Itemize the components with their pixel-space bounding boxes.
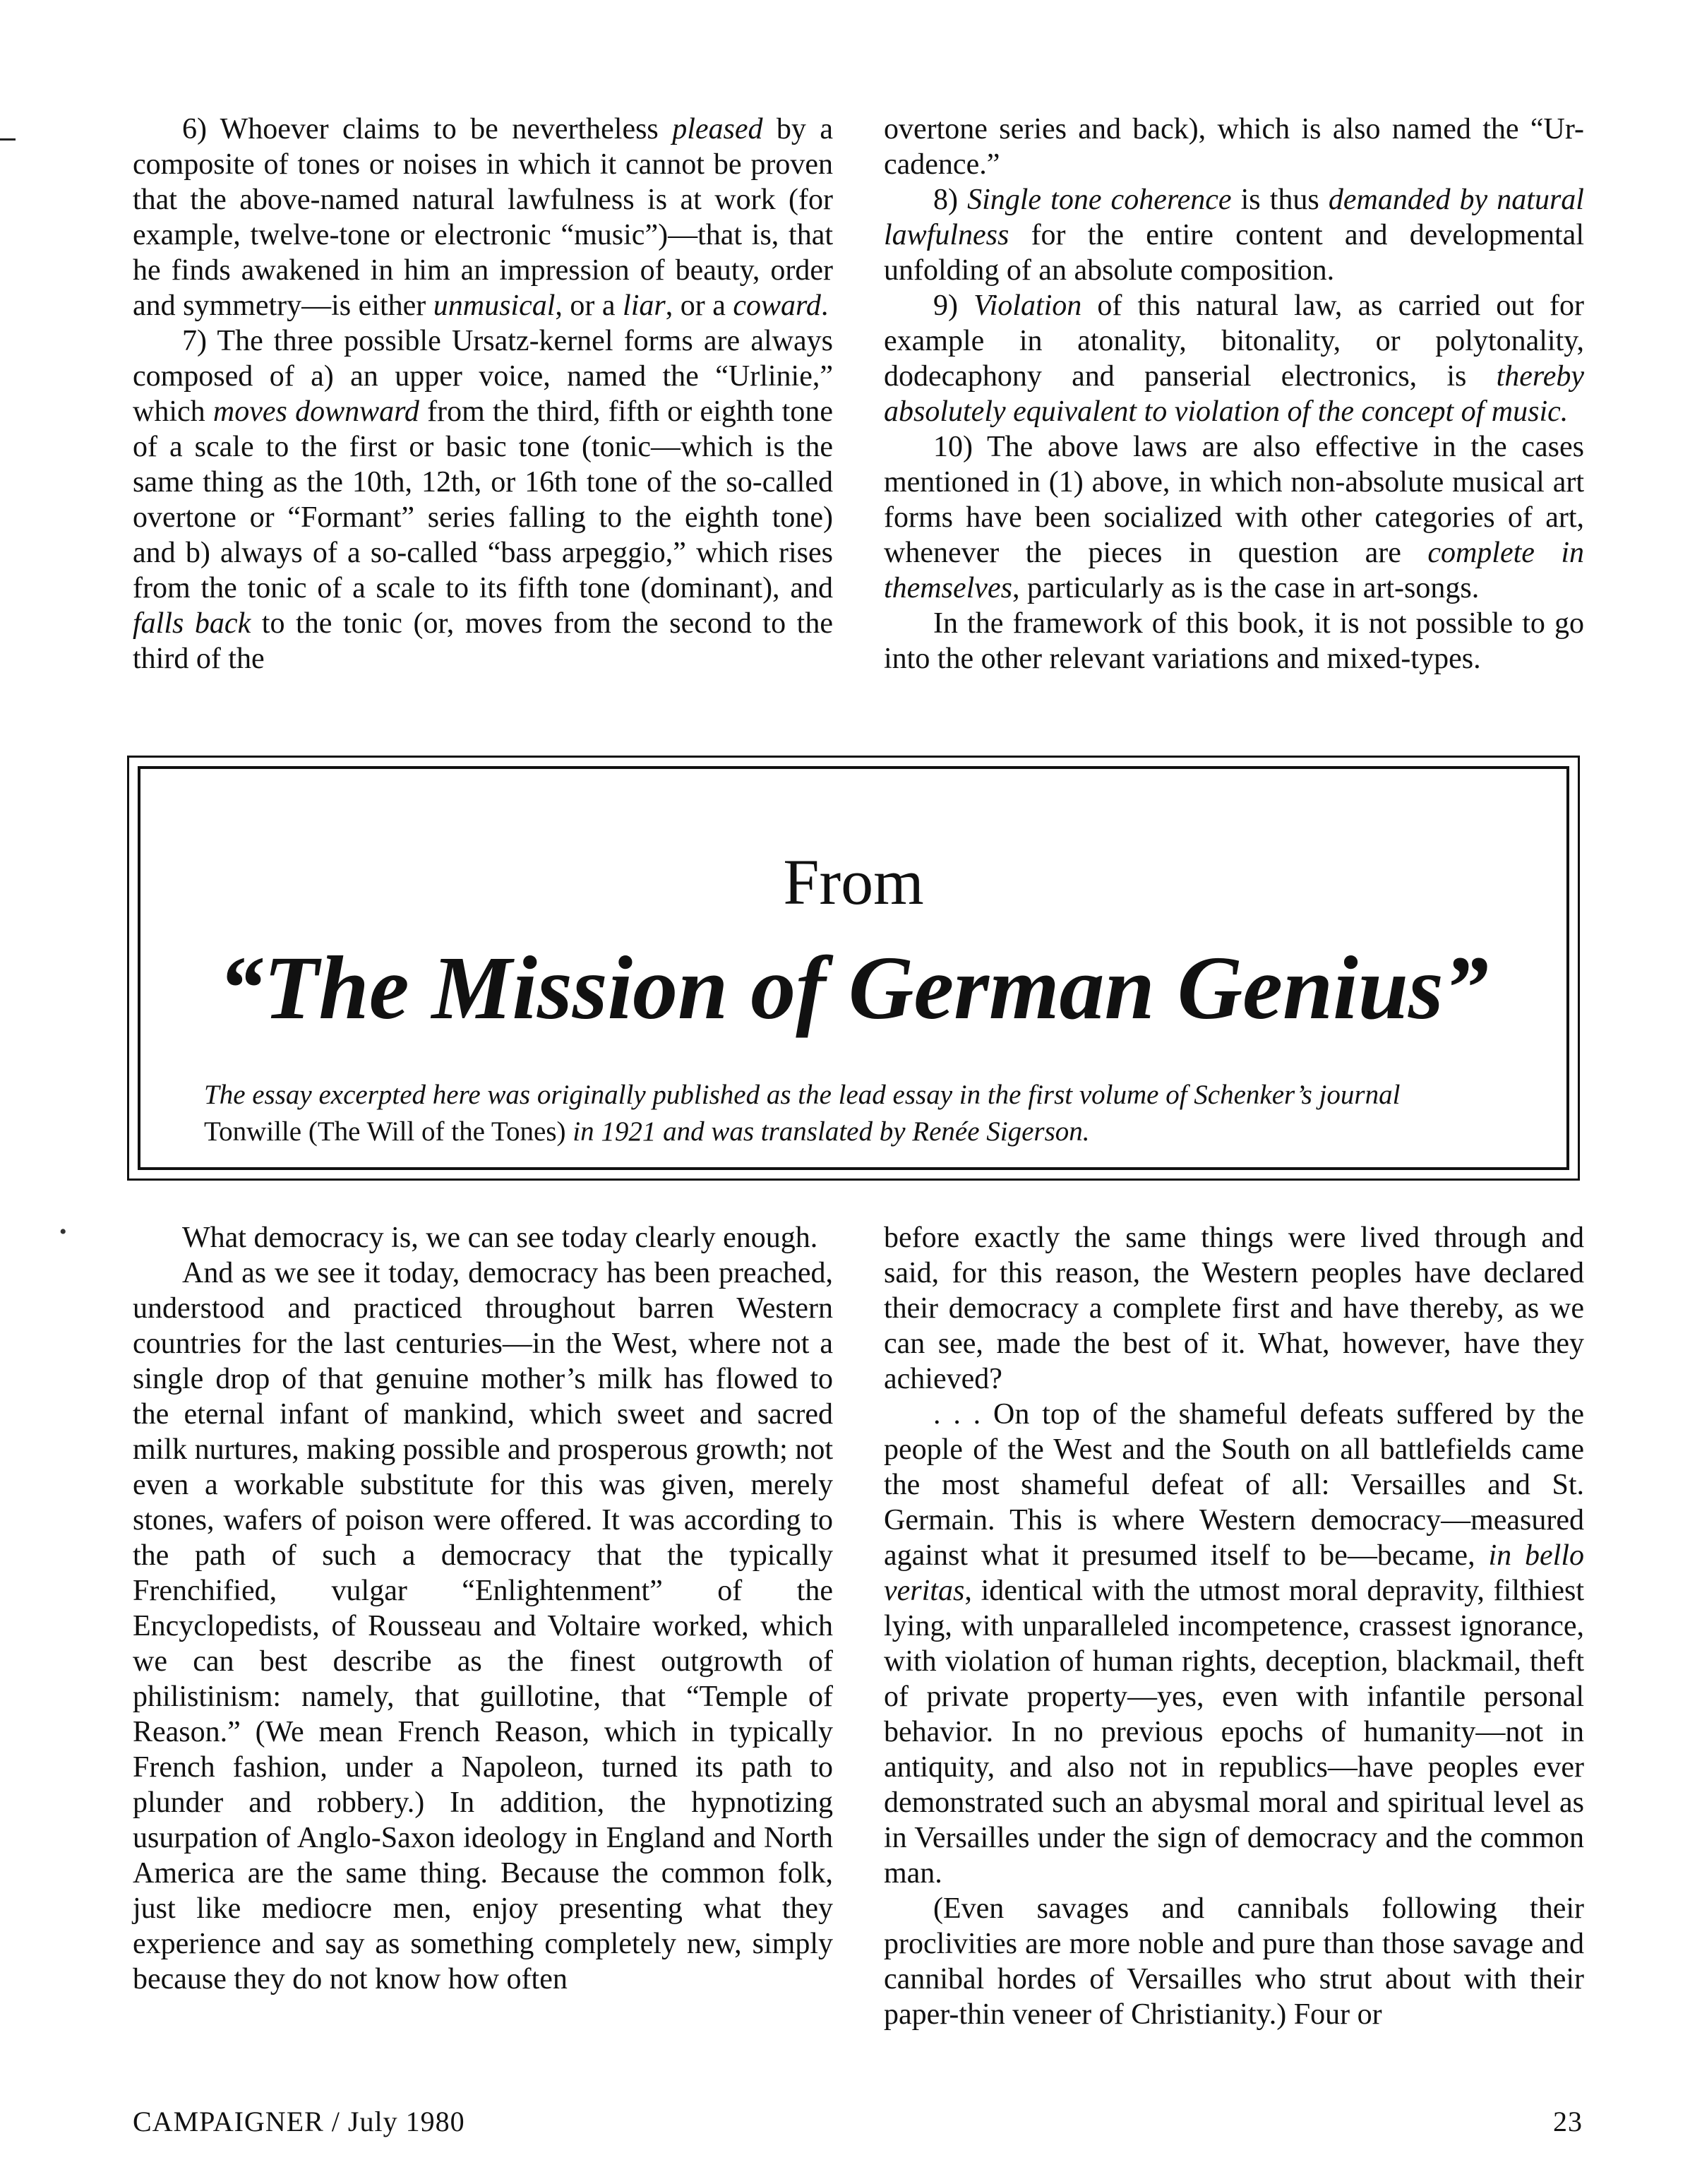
italic-text-run: Single tone coherence — [967, 184, 1232, 216]
italic-text-run: Violation — [973, 290, 1082, 322]
text-run: And as we see it today, democracy has been preached, understood and practiced throughout barren Western countries for the last centuries—in the West, where not a single drop of that genuine mother’s milk has flowed to the eternal infant of mankind, which sweet and sacred milk nurtures, making possible and prosperous growth; not even a workable substitute for this was given, merely stones, wafers of poison were offered. It was according to the path of such a democracy that the typically Frenchified, vulgar “Enlightenment” of the Encyclopedists, of Rousseau and Voltaire worked, which we can best describe as the finest outgrowth of philistinism: namely, that guillotine, that “Temple of Reason.” (We mean French Reason, which in typically French fashion, under a Napoleon, turned its path to plunder and robbery.) In addition, the hypnotizing usurpation of Anglo-Saxon ideology in England and North America are the same thing. Because the common folk, just like mediocre men, enjoy presenting what they experience and say as something completely new, simply because they do not know how often — [133, 1257, 833, 1995]
paragraph-closing — [884, 606, 1584, 676]
paragraph-8 — [884, 182, 1584, 288]
italic-text-run: pleased — [672, 113, 763, 145]
text-run: (Even savages and cannibals following their proclivities are more noble and pure than those savage and cannibal hordes of Versailles who strut about with their paper-thin veneer of Christianity.) Four or — [884, 1892, 1584, 2031]
bottom-left-column — [133, 1220, 833, 1997]
italic-text-run: complete in themselves — [884, 537, 1584, 604]
italic-text-run: coward — [733, 290, 821, 322]
text-run: from the third, fifth or eighth tone of a scale to the first or basic tone (tonic—which is the same thing as the 10th, 12th, or 16th tone of the so-called overtone or “Formant” series falling to the eighth tone) and b) always of a so-called “bass arpeggio,” which rises from the tonic of a scale to its fifth tone (dominant), and — [133, 395, 833, 604]
text-run: is thus — [1231, 184, 1329, 216]
title-from: From — [783, 846, 924, 918]
text-run: 8) — [933, 184, 968, 216]
text-run: 10) The above laws are also effective in the cases mentioned in (1) above, in which non-absolute musical art forms have been socialized with other categories of art, whenever the pieces in question are — [884, 431, 1584, 569]
text-run: Tonwille (The Will of the Tones) — [204, 1116, 566, 1147]
bottom-right-column — [884, 1220, 1584, 2032]
margin-dot-mark: • — [59, 1220, 67, 1243]
text-run: 7) The three possible Ursatz-kernel forms are always composed of a) an upper voice, named the “Urlinie,” which — [133, 325, 833, 428]
text-run: , identical with the utmost moral depravity, filthiest lying, with unparalleled incompetence, crassest ignorance, with violation of human rights, deception, blackmail, theft of private property—yes, even with infantile personal behavior. In no previous epochs of humanity—not in antiquity, and also not in republics—have peoples ever demonstrated such an abysmal moral and spiritual level as in Versailles under the sign of democracy and the common man. — [884, 1575, 1584, 1890]
article-intro — [204, 1077, 1503, 1150]
essay-paragraph-1 — [133, 1220, 833, 1255]
text-run: before exactly the same things were lived through and said, for this reason, the Western peoples have declared their democracy a complete first and have thereby, as we can see, made the best of it. What, however, have they achieved? — [884, 1222, 1584, 1395]
margin-tick-mark — [0, 138, 16, 141]
paragraph-9 — [884, 288, 1584, 429]
italic-text-run: unmusical — [433, 290, 556, 322]
essay-paragraph-3 — [884, 1397, 1584, 1891]
text-run: of this natural law, as carried out for example in atonality, bitonality, or polytonality, dodecaphony and panserial electronics, is — [884, 290, 1584, 393]
text-run: 6) Whoever claims to be nevertheless — [182, 113, 673, 145]
italic-text-run: moves downward — [212, 395, 419, 428]
text-run: by a composite of tones or noises in which it cannot be proven that the above-named natural lawfulness is at work (for example, twelve-tone or electronic “music”)—that is, that he finds awakened in him an impression of beauty, order and symmetry—is either — [133, 113, 833, 322]
footer-page-number: 23 — [1553, 2106, 1583, 2137]
footer-publication: CAMPAIGNER / July 1980 — [133, 2106, 465, 2137]
essay-paragraph-2-continued — [884, 1220, 1584, 1397]
text-run: , or a — [665, 290, 733, 322]
text-run: . — [820, 290, 829, 322]
text-run: to the tonic (or, moves from the second to the third of the — [133, 607, 833, 675]
article-title-box — [127, 756, 1580, 1181]
text-run: What democracy is, we can see today clearly enough. — [182, 1222, 818, 1254]
italic-text-run: falls back — [133, 607, 251, 640]
text-run: for the entire content and developmental unfolding of an absolute composition. — [884, 219, 1584, 287]
paragraph-10 — [884, 429, 1584, 606]
italic-text-run: demanded by natural lawfulness — [884, 184, 1584, 251]
essay-paragraph-4 — [884, 1891, 1584, 2032]
paragraph-7-continued — [884, 112, 1584, 182]
text-run: overtone series and back), which is also named the “Ur-cadence.” — [884, 113, 1584, 181]
top-right-column — [884, 112, 1584, 676]
italic-text-run: thereby absolutely equivalent to violation of the concept of music. — [884, 360, 1584, 428]
text-run: , or a — [555, 290, 623, 322]
italic-text-run: liar — [623, 290, 666, 322]
text-run: , particularly as is the case in art-songs. — [1012, 572, 1480, 604]
paragraph-6 — [133, 112, 833, 323]
title-box-inner-frame — [138, 766, 1569, 1170]
article-title: “The Mission of German Genius” — [218, 938, 1489, 1038]
text-run: . . . On top of the shameful defeats suffered by the people of the West and the South on all battlefields came the most shameful defeat of all: Versailles and St. Germain. This is where Western democracy—measured against what it presumed itself to be—became, — [884, 1398, 1584, 1572]
paragraph-7 — [133, 323, 833, 676]
italic-text-run: in bello veritas — [884, 1539, 1584, 1607]
italic-text-run: in 1921 and was translated by Renée Sigerson. — [565, 1116, 1090, 1147]
text-run: 9) — [933, 290, 974, 322]
text-run: In the framework of this book, it is not possible to go into the other relevant variations and mixed-types. — [884, 607, 1584, 675]
essay-paragraph-2 — [133, 1255, 833, 1997]
top-left-column — [133, 112, 833, 676]
italic-text-run: The essay excerpted here was originally published as the lead essay in the first volume of Schenker’s journal — [204, 1080, 1401, 1110]
